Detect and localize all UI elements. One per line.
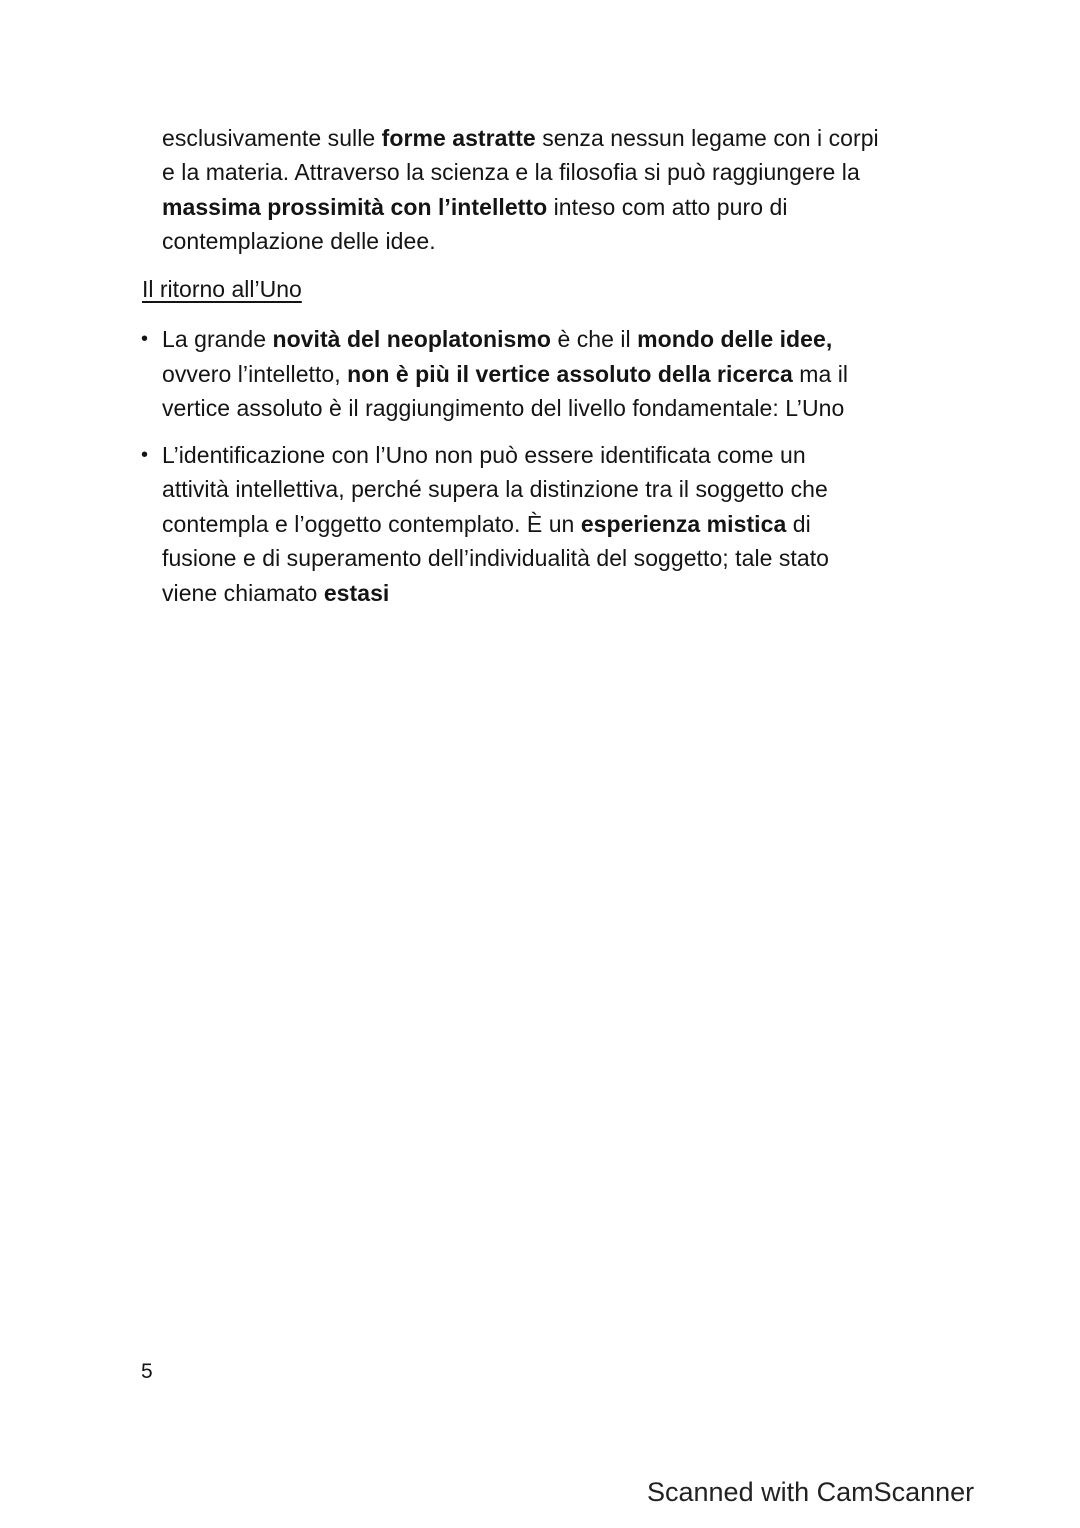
text-line <box>162 576 389 610</box>
text-run: è che il <box>551 326 638 352</box>
text-run: fusione e di superamento dell’individualità del soggetto; tale stato <box>162 545 829 571</box>
bold-text-run: non è più il vertice assoluto della ricerca <box>347 361 793 387</box>
text-line <box>162 541 829 575</box>
text-run: contempla e l’oggetto contemplato. È un <box>162 511 581 537</box>
text-run: contemplazione delle idee. <box>162 228 436 254</box>
text-line <box>162 121 879 155</box>
text-line <box>162 190 787 224</box>
text-run: vertice assoluto è il raggiungimento del livello fondamentale: L’Uno <box>162 395 845 421</box>
text-line <box>162 472 828 506</box>
scanner-watermark: Scanned with CamScanner <box>647 1477 975 1507</box>
bullet-marker: • <box>141 328 149 350</box>
text-run: ovvero l’intelletto, <box>162 361 348 387</box>
text-run: attività intellettiva, perché supera la distinzione tra il soggetto che <box>162 476 828 502</box>
text-line <box>162 507 811 541</box>
text-run: esclusivamente sulle <box>162 125 382 151</box>
section-heading: Il ritorno all’Uno <box>142 276 302 302</box>
bullet-marker: • <box>141 444 149 466</box>
bold-text-run: estasi <box>323 580 390 606</box>
text-line <box>162 357 848 391</box>
text-run: viene chiamato <box>162 580 324 606</box>
text-run: La grande <box>162 326 273 352</box>
text-line <box>162 224 436 258</box>
bold-text-run: mondo delle idee, <box>637 326 833 352</box>
bold-text-run: esperienza mistica <box>580 511 787 537</box>
text-run: e la materia. Attraverso la scienza e la filosofia si può raggiungere la <box>162 159 860 185</box>
text-line <box>162 391 844 425</box>
text-run: di <box>786 511 811 537</box>
text-run: senza nessun legame con i corpi <box>535 125 879 151</box>
bold-text-run: forme astratte <box>381 125 536 151</box>
text-run: L’identificazione con l’Uno non può essere identificata come un <box>162 442 806 468</box>
text-line <box>162 322 832 356</box>
page-number: 5 <box>141 1360 153 1383</box>
text-line <box>162 155 860 189</box>
text-run: ma il <box>792 361 849 387</box>
text-run: inteso com atto puro di <box>547 194 788 220</box>
bold-text-run: massima prossimità con l’intelletto <box>162 194 548 220</box>
text-line <box>162 438 806 472</box>
bold-text-run: novità del neoplatonismo <box>272 326 551 352</box>
